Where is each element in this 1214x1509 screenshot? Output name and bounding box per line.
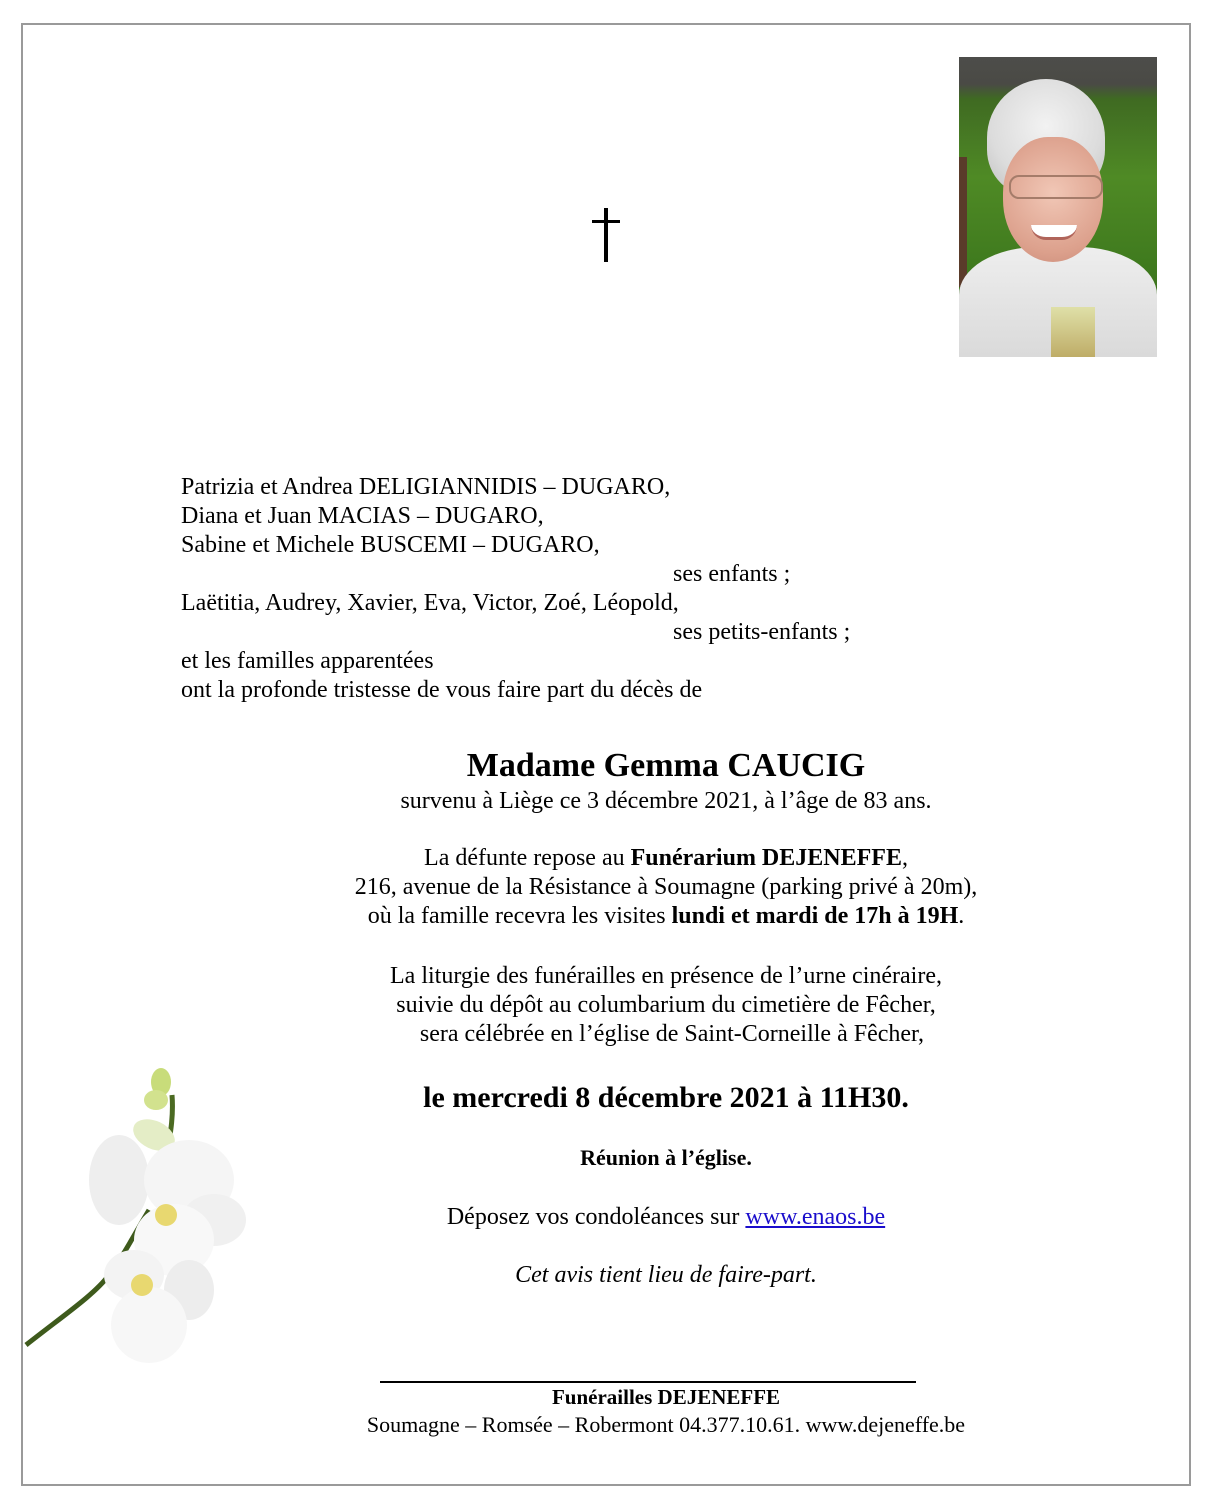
portrait-photo [959,57,1157,357]
ceremony-line-3: sera célébrée en l’église de Saint-Corneille à Fêcher, [419,1021,925,1047]
ceremony-date: le mercredi 8 décembre 2021 à 11H30. [423,1081,909,1114]
ceremony-line-1: La liturgie des funérailles en présence de l’urne cinéraire, [390,963,942,989]
footer-divider [380,1381,916,1383]
footer-company: Funérailles DEJENEFFE [551,1385,781,1409]
photo-shirt [1051,307,1095,357]
funerarium-name: Funérarium DEJENEFFE [630,845,902,871]
grandchildren-label: ses petits-enfants ; [673,619,851,645]
condolences-link[interactable]: www.enaos.be [745,1204,886,1230]
announcement-line: ont la profonde tristesse de vous faire part du décès de [181,677,703,703]
orchid-center [131,1274,153,1296]
family-line-1: Patrizia et Andrea DELIGIANNIDIS – DUGARO, [181,474,671,500]
notice-line: Cet avis tient lieu de faire-part. [515,1262,817,1288]
visitation-prefix: La défunte repose au [424,845,631,871]
condolences-prefix: Déposez vos condoléances sur [446,1204,746,1230]
cross-icon [592,208,620,262]
visitation-line-3 [281,902,1051,931]
visitation-line-1 [281,844,1051,873]
orchid-petal [89,1135,149,1225]
family-line-3: Sabine et Michele BUSCEMI – DUGARO, [181,532,600,558]
orchid-petal [111,1287,187,1363]
orchid-bud [144,1090,168,1110]
footer-contact: Soumagne – Romsée – Robermont 04.377.10.61. www.dejeneffe.be [366,1412,966,1437]
family-line-2: Diana et Juan MACIAS – DUGARO, [181,503,544,529]
photo-background-person [959,157,967,287]
orchid-illustration [24,1060,284,1380]
ceremony-line-2: suivie du dépôt au columbarium du cimetière de Fêcher, [396,992,936,1018]
cross-horizontal-bar [592,220,620,223]
visitation-address: 216, avenue de la Résistance à Soumagne (parking privé à 20m), [354,874,978,900]
photo-glasses [1009,175,1103,199]
meeting-note: Réunion à l’église. [580,1145,752,1170]
visiting-suffix: . [958,903,965,929]
condolences-line [281,1203,1051,1232]
cross-vertical-bar [604,208,608,262]
visitation-suffix: , [901,845,908,871]
relatives-line: et les familles apparentées [181,648,434,674]
orchid-center [155,1204,177,1226]
deceased-details: survenu à Liège ce 3 décembre 2021, à l’âge de 83 ans. [400,788,932,814]
photo-face [1003,137,1103,262]
children-label: ses enfants ; [673,561,791,587]
visiting-hours: lundi et mardi de 17h à 19H [671,903,959,929]
visiting-prefix: où la famille recevra les visites [367,903,672,929]
grandchildren-names: Laëtitia, Audrey, Xavier, Eva, Victor, Zoé, Léopold, [181,590,679,616]
deceased-name: Madame Gemma CAUCIG [466,747,866,784]
